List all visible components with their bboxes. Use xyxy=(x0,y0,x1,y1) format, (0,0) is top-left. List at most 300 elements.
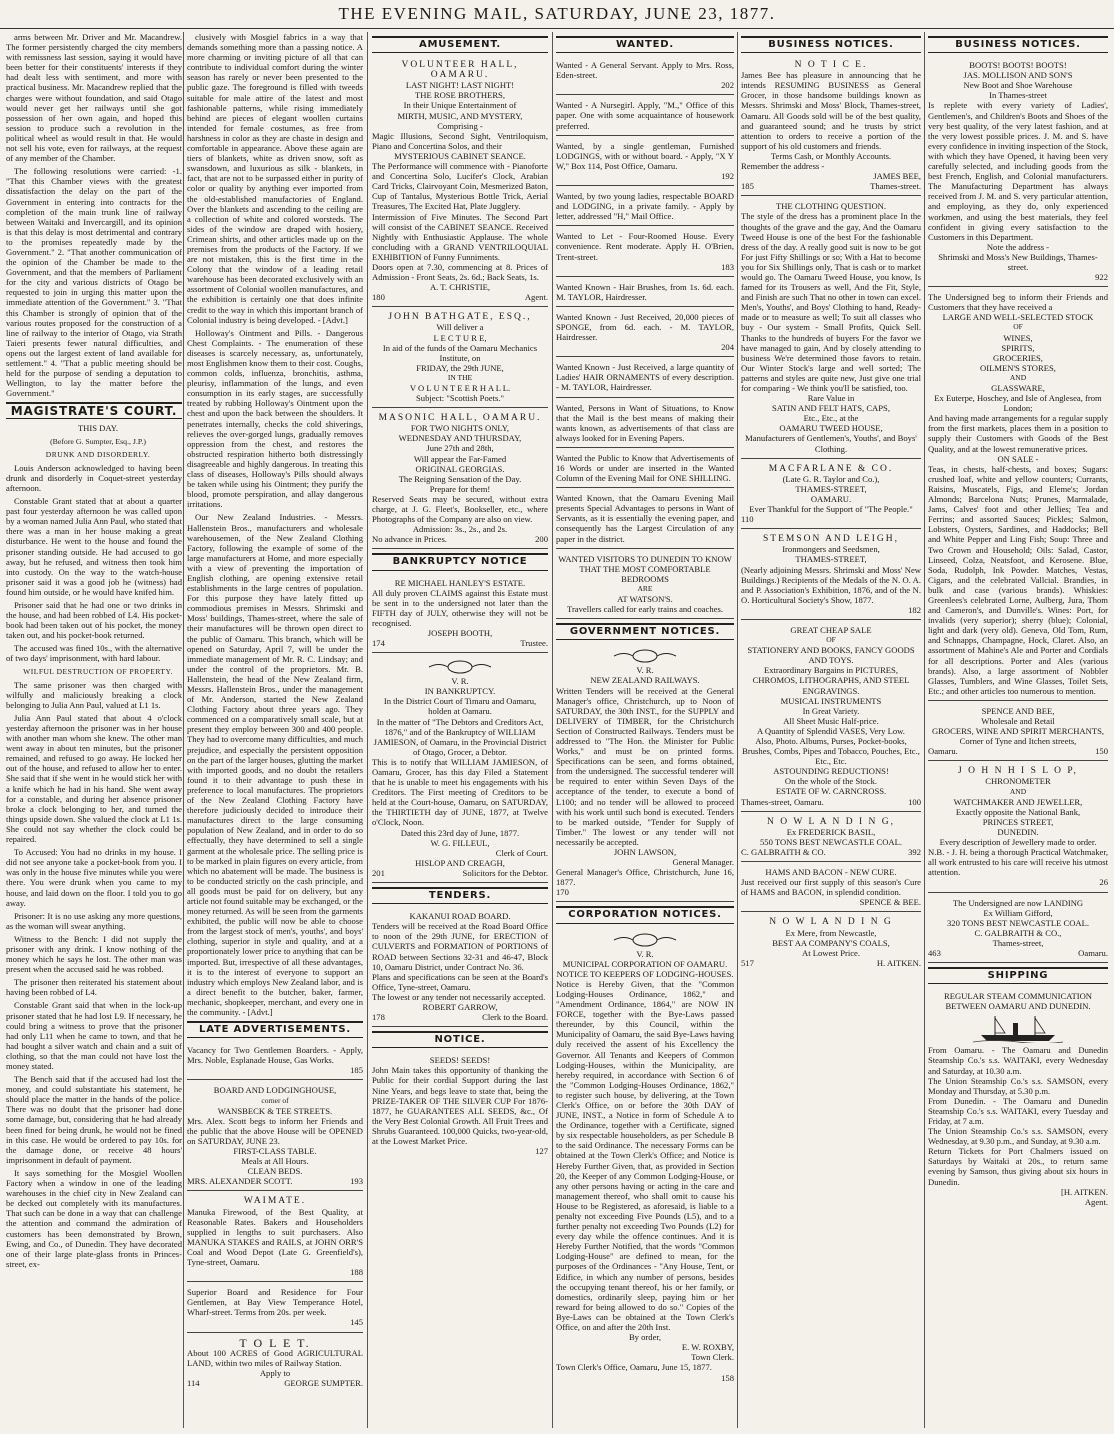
ad-line: OAMARU. xyxy=(810,493,852,504)
ad-title: J O H N H I S L O P, xyxy=(958,766,1078,777)
ad-line: The Reigning Sensation of the Day. xyxy=(398,473,522,484)
ad-number: 127 xyxy=(535,1146,548,1157)
ad-signature: MRS. ALEXANDER SCOTT. xyxy=(187,1176,293,1187)
ad-text: Superior Board and Residence for Four Gentlemen, at Bay View Temperance Hotel, Wharf-street. Terms from 20s. per week. xyxy=(187,1287,363,1318)
ad-text: All duly proven CLAIMS against this Estate must be sent in to the undersigned not later than the FIFTH day of JULY, otherwise they will not be recognised. xyxy=(372,587,548,628)
ad-line: GROCERIES, xyxy=(993,352,1043,363)
ad-hams-bacon xyxy=(741,864,921,912)
ad-role: General Manager. xyxy=(672,857,734,868)
ad-line: STATIONERY AND BOOKS, FANCY GOODS AND TOYS. xyxy=(747,645,915,666)
section-header: BUSINESS NOTICES. xyxy=(928,36,1108,53)
court-subhead: DRUNK AND DISORDERLY. xyxy=(45,449,151,459)
ad-number: 517 xyxy=(741,957,754,968)
ad-line: Subject: "Scottish Poets." xyxy=(416,393,504,404)
ad-line: MIRTH, MUSIC, AND MYSTERY, xyxy=(397,110,523,121)
ad-line: No advance in Prices. xyxy=(372,534,447,545)
ad-line: On the whole of the Stock. xyxy=(784,776,878,787)
section-header: LATE ADVERTISEMENTS. xyxy=(187,1021,363,1038)
ad-line: Corner of Tyne and Itchen streets, xyxy=(959,736,1077,747)
ad-text: Intermission of Five Minutes. The Second Part will consist of the CABINET SEANCE. Received Nightly with Enthusiastic Applause. The whole concluding with a GRAND VENTRILOQUIAL EXHIBITION of Funny Funniments. xyxy=(372,211,548,262)
ad-text: This is to notify that WILLIAM JAMIESON, of Oamaru, Grocer, has this day Filed a Statement that he is unable to meet his engagements with his Creditors. The First meeting of Creditors to be held at the Court-house, Oamaru, on SATURDAY, the THIRTIETH day of JUNE, 1877, at Twelve o'Clock, Noon. xyxy=(372,756,548,828)
column-rule xyxy=(737,32,738,1428)
ad-number: 201 xyxy=(372,867,385,878)
ad-line: L E C T U R E, xyxy=(433,332,487,343)
column-1 xyxy=(6,32,182,1428)
ad-text: Wanted, by a single gentleman, Furnished LODGINGS, with or without board. - Apply, "X Y W," Box 114, Post Office, Oamaru. xyxy=(556,140,734,171)
ad-line: CLEAN BEDS. xyxy=(247,1166,303,1177)
ad-line: LARGE AND WELL-SELECTED STOCK xyxy=(942,312,1094,323)
ad-visitors-dunedin xyxy=(556,551,734,620)
section-header: BANKRUPTCY NOTICE xyxy=(372,553,548,570)
court-day: THIS DAY. xyxy=(77,423,119,434)
ad-title: BOARD AND LODGINGHOUSE, xyxy=(213,1085,337,1096)
ad-line: New Boot and Shoe Warehouse xyxy=(963,80,1073,91)
court-paragraph: Constable Grant said that when in the lock-up prisoner stated that he had lost L9. If necessary, he could bring a witness to prove that the prisoner had only L11 when he came to town, and that he had bought a silver watch and chain and a suit of clothing, so that the man could not have lost the money stated. xyxy=(6,1000,182,1071)
ad-text: From Oamaru. - The Oamaru and Dunedin Steamship Co.'s s.s. WAITAKI, every Wednesday and Saturday, at 10.30 a.m. xyxy=(928,1045,1108,1076)
ad-volunteer-hall xyxy=(372,57,548,307)
wanted-ad xyxy=(556,450,734,488)
ad-line: Travellers called for early trains and coaches. xyxy=(567,604,723,615)
ad-role: Clerk to the Board. xyxy=(482,1012,548,1023)
ad-text: And having made arrangements for a regular supply from the first markets, places them in a position to supply their Customers with Goods of the Best Quality, and at the lowest remunerative prices. xyxy=(928,413,1108,454)
ad-line: CHRONOMETER xyxy=(985,776,1051,787)
article-paragraph: arms between Mr. Driver and Mr. Macandrew. The former persistently charged the city members with remissness last session, saying it would have been better for their constituents' interests if they had dealt less with sentiment, and more with practical business. Mr. Macandrew replied that the charges were without foundation, and said Otago would never get her railways until she got possession of her own again, and hoped this session to produce such a revolution in the political wheel as would result in that. He would not sell his vote, even for railways, at the request of any member of the Chamber. xyxy=(6,32,182,164)
ad-text: Doors open at 7.30, commencing at 8. Prices of Admission - Front Seats, 2s. 6d.; Back Seats, 1s. xyxy=(372,261,548,283)
ad-number: 150 xyxy=(1095,746,1108,757)
ad-line: Thames-street. xyxy=(870,181,921,192)
column-rule xyxy=(183,32,184,1428)
ad-text: Tenders will be received at the Road Board Office to noon of the 29th JUNE, for ERECTION of CULVERTS and FORMATION of PORTIONS of ROAD between Sections 32-31 and 46-47, Block 10, Oamaru District, under Contract No. 36. xyxy=(372,921,548,972)
ad-line: Shrimski and Moss's New Buildings, Thames-street. xyxy=(938,251,1098,272)
ad-line: THE ROSE BROTHERS, xyxy=(414,90,505,101)
ad-title: MACFARLANE & CO. xyxy=(768,463,894,474)
ad-line: In the District Court of Timaru and Oamaru, holden at Oamaru. xyxy=(383,696,537,717)
ad-james-bee xyxy=(741,57,921,196)
column-2 xyxy=(187,32,363,1428)
ad-signature: C. GALBRAITH & CO. xyxy=(741,846,826,857)
ad-number: 182 xyxy=(908,604,921,615)
ad-text: Reserved Seats may be secured, without extra charge, at J. G. Fleet's, Bookseller, etc., where Photographs of the Company are also on view. xyxy=(372,493,548,525)
ad-text: From Dunedin. - The Oamaru and Dunedin Steamship Co.'s s.s. WAITAKI, every Tuesday and Friday, at 7 a.m. xyxy=(928,1095,1108,1126)
ad-line: GLASSWARE, xyxy=(991,383,1045,393)
section-header: NOTICE. xyxy=(372,1031,548,1048)
royal-arms-icon xyxy=(425,660,495,674)
ad-line: NOTICE TO KEEPERS OF LODGING-HOUSES. xyxy=(556,968,734,979)
ad-line: In Thames-street xyxy=(989,90,1047,101)
ad-line: WINES, xyxy=(1003,332,1033,343)
ad-now-landing-aa-coal xyxy=(741,914,921,971)
ad-line: Ironmongers and Seedsmen, xyxy=(782,544,880,555)
ad-line: DUNEDIN. xyxy=(997,826,1039,837)
ad-title: WANTED VISITORS TO DUNEDIN TO KNOW xyxy=(558,553,732,564)
ad-signature: HISLOP AND CREAGH, xyxy=(415,857,505,868)
ad-text: The Undersigned beg to inform their Friends and Customers that they have received a xyxy=(928,292,1108,313)
ad-line: OF xyxy=(1013,322,1023,332)
ad-line: 320 TONS BEST NEWCASTLE COAL. xyxy=(946,917,1090,928)
court-subhead: WILFUL DESTRUCTION OF PROPERTY. xyxy=(23,666,173,676)
ad-line: V. R. xyxy=(636,665,654,676)
ad-line: MYSTERIOUS CABINET SEANCE. xyxy=(394,150,526,161)
ad-number: 185 xyxy=(350,1065,363,1076)
ad-text: Wanted, Persons in Want of Situations, to Know that the Mail is the best means of making their wants known, as advertisements of that class are always looked for in Evening Papers. xyxy=(556,402,734,443)
wanted-ad xyxy=(556,279,734,307)
ad-text: Wanted, by two young ladies, respectable BOARD and LODGING, in a private family. - Apply by letter, addressed "H," Mail Office. xyxy=(556,191,734,222)
ad-title: REGULAR STEAM COMMUNICATION BETWEEN OAMARU AND DUNEDIN. xyxy=(943,991,1092,1012)
ad-stemson-leigh xyxy=(741,531,921,620)
ad-title: JAS. MOLLISON AND SON'S xyxy=(963,70,1073,81)
ad-title: GREAT CHEAP SALE xyxy=(790,624,872,635)
ad-text: General Manager's Office, Christchurch, June 16, 1877. xyxy=(556,867,734,888)
court-paragraph: Louis Anderson acknowledged to having been drunk and disorderly in Coquet-street yesterday afternoon. xyxy=(6,462,182,493)
ad-line: Remember the address - xyxy=(741,161,825,172)
ad-text: Manuka Firewood, of the Best Quality, at Reasonable Rates. Bakers and Householders supplied in lengths to suit purchasers. Also MANUKA STAKES and RAILS, at JOHN ORR'S Coal and Wood Depot (Late G. Greenfield's), Tyne-street, Oamaru. xyxy=(187,1206,363,1267)
column-rule xyxy=(924,32,925,1428)
ad-line: Ex FREDERICK BASIL, xyxy=(786,826,876,837)
ad-number: 202 xyxy=(721,80,734,91)
ad-title: NEW ZEALAND RAILWAYS. xyxy=(590,675,700,686)
ad-signature: ROBERT GARROW, xyxy=(422,1001,498,1012)
ad-line: corner of xyxy=(261,1095,289,1105)
ad-line: Terms Cash, or Monthly Accounts. xyxy=(770,150,892,161)
ad-nz-railways xyxy=(556,644,734,902)
ad-title: N O T I C E. xyxy=(794,60,868,71)
ad-line: MUSICAL INSTRUMENTS xyxy=(780,695,882,706)
ad-text: John Main takes this opportunity of thanking the Public for their cordial Support during the last Nine Years, and begs leave to state that, being the PRIZE-TAKER OF THE SILVER CUP For 1876-1877, he GUARANTEES ALL SEEDS, &c., Of the Very Best Colonial Growth. All Fruit Trees and Shrubs Guaranteed. 100,000 Quicks, two-year-old, at the Lowest Market Price. xyxy=(372,1065,548,1146)
section-header: SHIPPING xyxy=(928,967,1108,984)
ad-seeds xyxy=(372,1052,548,1160)
ad-masonic-hall xyxy=(372,410,548,549)
court-paragraph: Prisoner: It is no use asking any more questions, as the woman will swear anything. xyxy=(6,910,182,931)
ad-line: In aid of the funds of the Oamaru Mechanics Institute, on xyxy=(382,342,538,363)
ad-line: Etc., Etc., at the xyxy=(803,413,859,424)
ad-line: ON SALE - xyxy=(997,453,1039,464)
ad-number: 188 xyxy=(350,1267,363,1278)
ad-line: The Undersigned are now LANDING xyxy=(952,897,1084,908)
wanted-ad xyxy=(556,400,734,448)
ad-signature: SPENCE & BEE. xyxy=(859,897,921,908)
section-header: CORPORATION NOTICES. xyxy=(556,906,734,923)
ad-line: FIRST-CLASS TABLE. xyxy=(233,1146,317,1157)
section-header: BUSINESS NOTICES. xyxy=(741,36,921,53)
court-paragraph: Constable Grant stated that at about a quarter past four yesterday afternoon he was called upon by a woman named Julia Ann Paul, who stated that there was a man in her house making a great disturbance. He went to the house and found the prisoner standing outside. He had accused to go away, but he refused, and witness then took him into custody. On the way to the watch-house prisoner said it was a good job he (witness) had found him outside, or he would have knifed him. xyxy=(6,496,182,597)
ad-signature: JOHN LAWSON, xyxy=(613,847,677,857)
ad-text: Written Tenders will be received at the General Manager's office, Christchurch, up to Noon of SATURDAY, the 30th INST., for the SUPPLY and DELIVERY of TIMBER, for the Christchurch Section of Constructed Railways. Tenders must be addressed to "The Hon. the Minister for Public Works," and must be on printed forms. Specifications can be seen, and forms obtained, from the undersigned. The successful tenderer will be required to enter within Seven Days of the acceptance of the tender, to execute a bond of L100; and no tender will be allowed to proceed with his work until such bond is executed. Tenders to be marked outside, "Tender for Supply of Timber." The lowest or any tender will not necessarily be accepted. xyxy=(556,685,734,847)
ad-line: Exactly opposite the National Bank, xyxy=(955,806,1081,817)
ad-text: Notice is Hereby Given, that the "Common Lodging-Houses Ordinance, 1862," and "Amendment Ordinance, 1864," are NOW IN FORCE, together with the Bye-Laws passed thereunder, by this Council, within the Municipality of Oamaru, the said Bye-Laws having duly received the assent of his Excellency the Governor. All Tenants and Keepers of Common Lodging-Houses, within the Municipality, are hereby required, in accordance with Section 6 of the "Common Lodging-Houses Ordinance, 1862," to register such house, by delivering, at the Town Clerk's Office, on or before the 30th DAY of JUNE, INST., a Notice in form of Schedule A to the Ordinance, together with a Certificate, signed by six respectable householders, as per Schedule B to the said Ordinance. The necessary Forms can be obtained at the Town Clerk's Office; and Notice is Hereby Further Given, that, as provided in Section 20, the Keeper of any Common Lodging-House, or any other persons having or acting in the care and management thereof, who shall omit to cause his House to be Registered, as aforesaid, is liable to a penalty not exceeding Five Pounds (L5), and to a further penalty not exceeding Two Pounds (L2) for every day while the offence continues. And it is Hereby Further Notified, that the words "Common Lodging-House" are defined to mean, for the purposes of the Ordinances - "Any House, Tent, or Edifice, in which any number of persons, besides the occupying tenant thereof, his or her family, or domestics, ordinarily sleep, paying him or her reward for being allowed to do so." Copies of the Bye-Laws can be obtained at the Town Clerk's Office, on and after the 20th Inst. xyxy=(556,978,734,1333)
article-paragraph: clusively with Mosgiel fabrics in a way that demands something more than a passing notice. A more charming or inviting picture of all that can contribute to individual comfort during the winter season has rarely or never been presented to the public gaze. The foreground is filled with tweeds suitable for male attire of the latest and most fashionable patterns, while rising immediately behind are pieces of elegant woollen curtains intended for female costumes, as free from harshness in color as they are chaste in design and comfortable in appearance. Above these again are tiers of blankets, white as driven snow, soft as swansdown, and luxurious as silk - blankets, in fact, that are not to be surpassed either in purity of color or quality by anything ever imported from the old-established manufactories of England. Over the blankets and ascending to the ceiling are a collection of white and colored worsteds. The sides of the window are draped with hosiery, Crimean shirts, and other articles made up on the premises from the products of the Factory. If we are not mistaken, this is the first time in the Colony that the window of a leading retail warehouse has been decorated exclusively with an assortment of Colonial woollen manufactures, and the exhibition is certainly one that does infinite credit to the way in which this important branch of Colonial industry is being developed. - [Advt.] xyxy=(187,32,363,325)
ad-title: N O W L A N D I N G xyxy=(769,917,893,928)
wanted-ad xyxy=(556,57,734,95)
ad-line: SPIRITS, xyxy=(1001,342,1035,353)
ad-line: WANSBECK & TEE STREETS. xyxy=(217,1105,333,1116)
court-paragraph: Witness to the Bench: I did not supply the prisoner with any drink. I know nothing of the money which he says he lost. The other man was present when the accused said he was robbed. xyxy=(6,933,182,975)
ad-line: Comprising - xyxy=(437,120,483,131)
court-paragraph: The prisoner then reiterated his statement about having been robbed of L4. xyxy=(6,977,182,998)
ad-title: MUNICIPAL CORPORATION OF OAMARU. xyxy=(562,958,728,969)
ad-text: Wanted Known - Just Received, a large quantity of Ladies' HAIR ORNAMENTS of every description. - M. TAYLOR, Hairdresser. xyxy=(556,362,734,393)
ad-line: GROCERS, WINE AND SPIRIT MERCHANTS, xyxy=(931,726,1105,737)
ad-to-let xyxy=(187,1335,363,1392)
ad-line: WEDNESDAY AND THURSDAY, xyxy=(398,433,522,444)
ad-line: Ex Euterpe, Hoschey, and Isle of Anglesea, from London; xyxy=(934,393,1102,414)
ad-vacancy xyxy=(187,1042,363,1080)
column-3 xyxy=(372,32,548,1428)
ad-number: 178 xyxy=(372,1012,385,1023)
ad-title: SPENCE AND BEE, xyxy=(981,705,1055,716)
wanted-ad xyxy=(556,359,734,397)
ad-role: Town Clerk. xyxy=(691,1352,734,1363)
article-paragraph: Holloway's Ointment and Pills. - Dangerous Chest Complaints. - The enumeration of these diseases is scarcely necessary, as, unfortunately, most Englishmen know them to their cost. Coughs, common colds, influenza, bronchitis, asthma, pleurisy, inflammation of the lungs, and even consumption in its early stages, are successfully treated by rubbing Holloway's Ointment upon the chest and upon the back between the shoulders. It penetrates internally, checks the cold shiverings, relieves the over-gorged lungs, gradually removes oppression from the chest, and restores the obstructed respiration hitherto both distressingly disagreeable and highly dangerous. In treating this class of diseases, Holloway's Pills should always be taken while using his Ointment; they purify the blood, promote perspiration, and allay dangerous irritations. xyxy=(187,327,363,510)
ad-line: Manufacturers of Gentlemen's, Youths', and Boys' Clothing. xyxy=(745,433,917,454)
ad-text: Wanted Known - Just Received, 20,000 pieces of SPONGE, from 6d. each. - M. TAYLOR, Hairdresser. xyxy=(556,311,734,343)
ad-line: BEST AA COMPANY'S COALS, xyxy=(772,937,890,948)
ad-line: In their Unique Entertainment of xyxy=(403,100,517,111)
ad-text: Wanted Known - Hair Brushes, from 1s. 6d. each. M. TAYLOR, Hairdresser. xyxy=(556,281,734,302)
ad-galbraith-coal xyxy=(928,895,1108,964)
ad-signature: C. GALBRAITH & CO., xyxy=(974,927,1062,938)
ad-title: JOHN BATHGATE, ESQ., xyxy=(388,312,532,323)
ad-line: 550 TONS BEST NEWCASTLE COAL. xyxy=(759,836,903,847)
ad-line: Ex Mere, from Newcastle, xyxy=(785,927,877,938)
ad-line: Wholesale and Retail xyxy=(981,716,1055,726)
ad-title: T O L E T. xyxy=(239,1335,311,1350)
ad-cheap-sale xyxy=(741,622,921,812)
ad-line: Apply to xyxy=(259,1367,291,1378)
ad-line: (Late G. R. Taylor and Co.), xyxy=(782,473,880,484)
ad-line: V. R. xyxy=(451,676,469,687)
ad-line: June 27th and 28th, xyxy=(426,443,494,454)
column-rule xyxy=(552,32,553,1428)
section-header: WANTED. xyxy=(556,36,734,53)
ad-number: 200 xyxy=(535,534,548,545)
ad-bathgate-lecture xyxy=(372,309,548,408)
ad-line: OAMARU TWEED HOUSE, xyxy=(779,423,883,434)
ad-text: Is replete with every variety of Ladies', Gentlemen's, and Children's Boots and Shoes of the very best quality, of the very latest fashion, and at the very lowest possible prices. J. M. and S. have every confidence in inviting inspection of the Stock, with which they have Opened, it having been very carefully selected, and including goods from the best French, English, and Colonial manufacturers. The Manufacturing Department has always received from J. M. and S. very particular attention, and employing, as they do, only experienced workmen, and using the best materials, they feel confident in giving every satisfaction to the Customers in this Department. xyxy=(928,100,1108,242)
ad-title: THE CLOTHING QUESTION. xyxy=(775,201,887,212)
ad-line: ARE xyxy=(637,583,653,593)
ad-line: THAMES-STREET, xyxy=(795,554,867,565)
ad-line: ESTATE OF W. CARNCROSS. xyxy=(775,786,887,797)
wanted-ad xyxy=(556,490,734,548)
wanted-ad xyxy=(556,228,734,276)
ad-in-bankruptcy xyxy=(372,655,548,883)
ad-macfarlane xyxy=(741,461,921,530)
ad-number: 922 xyxy=(1095,272,1108,283)
court-before: (Before G. Sumpter, Esq., J.P.) xyxy=(50,436,146,446)
ad-title: HAMS AND BACON - NEW CURE. xyxy=(765,867,897,878)
ad-text: The Union Steamship Co.'s s.s. SAMSON, every Monday and Thursday, at 5.30 p.m. xyxy=(928,1075,1108,1096)
ad-line: IN THE xyxy=(447,372,473,382)
ad-number: 145 xyxy=(350,1317,363,1328)
court-paragraph: To Accused: You had no drinks in my house. I did not see anyone take a pocket-book from you. I was only in the house five minutes while you were there. You were drunk when you came to my house, and laid down on the floor. I told you to go away. xyxy=(6,847,182,908)
ad-waimate xyxy=(187,1193,363,1282)
ad-text: Teas, in chests, half-chests, and boxes; Sugars: crushed loaf, white and yellow counters; Currants, Raisins, Muscatels, Figs, and Eleme's; Jordan Almonds; Barcelona Nuts; Prunes, Marmalade, Jams, Calves' foot and other Jellies; Tea and Ferrins; and assorted Sauces; Pickles; Salmon, Lobsters, Oysters, Sardines, and Haddocks; Bell and White Pepper and Ling Fish; Soup: Three and Two Crown and Household; Oils: Salad, Castor, Linseed, Colza, Neatsfoot, and Kerosene. Blue, Soda, Rudolph, Ink Powder. Matches, Vestas, Cigars, and the celebrated Vallcial. Brandies, in bulk and case (various brands). Whiskies: Greenlees's celebrated Lorne, Aulberg, Jura, Thom and Cameron's, and Dunville's. Wines: Port, for invalids (very superior); sherry (blue); Colonial, light and dark (very old). Geneva, Old Tom, Rum, and Schnapps, Champagne, Hock, Claret. Also, an assortment of Mahine's Ale and Porter and Cordials for all descriptions. Porter and Ales (various brands). Also, a large assortment of Nobbler Glasses, Tumblers, and Wine Glasses, Toilet Sets, Etc.; and other articles too numerous to mention. xyxy=(928,463,1108,696)
ad-line: Ever Thankful for the Support of "The People." xyxy=(749,504,913,515)
section-header: TENDERS. xyxy=(372,887,548,904)
ad-number: 183 xyxy=(721,261,734,272)
ad-mollison xyxy=(928,57,1108,287)
ad-number: 204 xyxy=(721,342,734,353)
court-paragraph: It says something for the Mosgiel Woollen Factory when a window in one of the leading warehouses in the chief city in New Zealand can be decked out completely with its manufactures. That such can be done in a way that can challenge the attention and command the admiration of customers has been demonstrated by Brown, Ewing, and Co., of Dunedin. They have decorated one of their large plate-glass fronts in Princes-street, ex- xyxy=(6,1167,182,1269)
ad-boardinghouse xyxy=(187,1082,363,1191)
ad-line: At Lowest Price. xyxy=(802,947,860,958)
royal-arms-icon xyxy=(610,649,680,663)
wanted-ad xyxy=(556,188,734,226)
ad-number: 174 xyxy=(372,638,385,649)
ad-wines-spirits xyxy=(928,289,1108,701)
column-6 xyxy=(928,32,1108,1428)
ad-number: 100 xyxy=(908,796,921,807)
ad-title: KAKANUI ROAD BOARD. xyxy=(409,911,511,922)
ad-text: Wanted - A General Servant. Apply to Mrs. Ross, Eden-street. xyxy=(556,60,734,81)
ad-john-hislop xyxy=(928,763,1108,892)
ad-line: OF xyxy=(826,635,836,645)
ad-line: LAST NIGHT! LAST NIGHT! xyxy=(405,80,515,91)
ad-title: SEEDS! SEEDS! xyxy=(429,1055,491,1066)
ad-line: SATIN AND FELT HATS, CAPS, xyxy=(772,403,890,414)
ad-municipal-corporation xyxy=(556,928,734,1387)
ad-line: In the matter of "The Debtors and Creditors Act, 1876," and of the Bankruptcy of WILLIAM JAMIESON, of Oamaru, in the Provincial District of Otago, Grocer, a Debtor. xyxy=(373,716,547,757)
wanted-ad xyxy=(556,138,734,186)
ad-text: Wanted Known, that the Oamaru Evening Mail presents Special Advantages to persons in Want of Servants, as it is essentially the evening paper, and consequently has the Largest Circulation of any paper in the district. xyxy=(556,493,734,544)
ad-line: BOOTS! BOOTS! BOOTS! xyxy=(969,60,1067,71)
court-paragraph: Julia Ann Paul stated that about 4 o'clock yesterday afternoon the prisoner was in her house with another man whom she knew. The other man went away in about ten minutes, but the prisoner remained, and refused to go away. He locked her out of the house, and refused to allow her to enter. She said that if she went in he would stick her with a knife which he had in his hand. She went away for a constable, and during her absence prisoner broke a clock belonging to her, and turned the things upside down. She valued the clock at L1 1s. She could not say whether the clock could be repaired. xyxy=(6,712,182,845)
ad-now-landing-coal xyxy=(741,814,921,862)
ad-text: Mrs. Alex. Scott begs to inform her Friends and the public that the above House will be OPENED on SATURDAY, JUNE 23. xyxy=(187,1115,363,1146)
ad-number: 185 xyxy=(741,181,754,192)
ad-signature: JAMES BEE, xyxy=(873,171,921,182)
ad-text: About 100 ACRES of Good AGRICULTURAL LAND, within two miles of Railway Station. xyxy=(187,1347,363,1368)
ad-signature: E. W. ROXBY, xyxy=(681,1342,734,1353)
ad-signature: W. G. FILLEUL, xyxy=(430,837,490,848)
ad-text: Wanted - A Nursegirl. Apply, "M.," Office of this paper. One with some acquaintance of housework preferred. xyxy=(556,100,734,131)
section-header: MAGISTRATE'S COURT. xyxy=(6,402,182,419)
ad-signature: [H. AITKEN. xyxy=(1060,1186,1108,1197)
ad-text: Magic Illusions, Second Sight, Ventriloquism, Piano and Concertina Solos, and their xyxy=(372,130,548,151)
ad-line: PRINCES STREET, xyxy=(982,816,1054,827)
ad-line: Oamaru. xyxy=(1078,947,1108,958)
ad-line: Thames-street, xyxy=(992,937,1044,948)
royal-arms-icon xyxy=(610,933,680,947)
ad-text: Wanted the Public to Know that Advertisements of 16 Words or under are inserted in the Wanted Column of the Evening Mail for ONE SHILLING. xyxy=(556,452,734,484)
ad-line: Admission: 3s., 2s., and 2s. xyxy=(412,524,508,535)
ad-line: THAT THE MOST COMFORTABLE BEDROOMS xyxy=(579,563,711,584)
ad-text: Wanted to Let - Four-Roomed House. Every convenience. Rent moderate. Apply H. O'Brien, Trent-street. xyxy=(556,231,734,262)
ad-number: 114 xyxy=(187,1377,200,1388)
ad-line: Meals at All Hours. xyxy=(241,1156,309,1167)
ad-text: Return Tickets for Port Chalmers issued on Saturdays by Waitaki at 20s., to return same evening by Samson, thus giving about six hours in Dunedin. xyxy=(928,1146,1108,1187)
ad-line: WATCHMAKER AND JEWELLER, xyxy=(953,796,1083,807)
ad-line: ASTOUNDING REDUCTIONS! xyxy=(773,766,889,777)
ad-spence-bee xyxy=(928,703,1108,761)
ad-line: OILMEN'S STORES, xyxy=(980,362,1056,373)
court-paragraph: The same prisoner was then charged with wilfully and maliciously breaking a clock belonging to Julia Ann Paul, valued at L1 1s. xyxy=(6,679,182,710)
article-paragraph: Our New Zealand Industries. - Messrs. Hallenstein Bros., manufacturers and wholesale warehousemen, of the New Zealand Clothing Factory, following the example of some of the large manufacturers at Home, and more especially with a view of preventing the importation of English clothing, are opening extensive retail establishments in the large centres of population. For this purpose they have lately fitted up commodious premises in Messrs. Shrimski and Moss' buildings, Thames-street, where the sale of their manufactures will be thrown open direct to the public of Oamaru. This branch, which will be opened on Saturday, April 7, will be under the immediate management of Mr. R. C. Lindsay; and under the control of the proprietors. Mr. B. Hallenstein, the head of the New Zealand firm, Messrs. Hallenstein Bros., under the management of Mr. Anderson, started the New Zealand Clothing Factory about three years ago. They commenced on a comparatively small scale, but at present they employ between 300 and 400 people. They had to overcome many difficulties, and much prejudice, and especially the persistent opposition on the part of the larger houses, glutting the market with imported goods, and no doubt the retailers found it to their advantage to push these in preference to local manufactures. The proprietors of the New Zealand Clothing Factory have therefore judiciously decided to introduce their manufactures direct to the large consuming population of New Zealand, and in order to do so effectually, they have determined to sell a single garment at the wholesale price. The selling price is to be marked in plain figures on every article, from which no abatement will be made. The business is to be conducted strictly on the cash principle, and all goods must be paid for on delivery, but any article not found suitable may be exchanged, or the money returned. As will be seen from the garments exhibited, the public will now be able to choose from the largest stock of men's, youths', and boys' clothing, superior in style and quality, and at a proportionately lower price to anything that can be imported. But, irrespective of all these advantages, it is to the interest of everyone to support an industry which employs New Zealand labor, and is a direct benefit to the butcher, baker, farmer, mechanic, shopkeeper, merchant, and every one in the community. - [Advt.] xyxy=(187,512,363,1017)
ad-role: Clerk of Court. xyxy=(495,847,548,858)
ad-title: RE MICHAEL HANLEY'S ESTATE. xyxy=(394,577,526,588)
ad-clothing-question xyxy=(741,198,921,458)
ad-text: The Union Steamship Co.'s s.s. SAMSON, every Wednesday, at 9.30 p.m., and Sunday, at 9.30 a.m. xyxy=(928,1126,1108,1147)
ad-title: VOLUNTEER HALL, OAMARU. xyxy=(401,60,519,81)
column-5 xyxy=(741,32,921,1428)
ad-line: V. R. xyxy=(636,948,654,959)
ad-number: 170 xyxy=(556,887,569,898)
ad-line: Will appear the Far-Famed xyxy=(413,453,507,464)
column-4 xyxy=(556,32,734,1428)
masthead: THE EVENING MAIL, SATURDAY, JUNE 23, 1877. xyxy=(0,0,1114,29)
ad-line: AT WATSON'S. xyxy=(617,594,673,605)
ad-title: IN BANKRUPTCY. xyxy=(424,686,496,697)
ad-line: FOR TWO NIGHTS ONLY, xyxy=(410,423,510,434)
ad-line: A Quantity of Splendid VASES, Very Low. xyxy=(757,725,905,736)
ad-role: Agent. xyxy=(524,292,548,303)
ad-number: 463 xyxy=(928,947,941,958)
ad-signature: JOSEPH BOOTH, xyxy=(427,627,493,638)
ad-title: WAIMATE. xyxy=(243,1196,307,1207)
section-header: AMUSEMENT. xyxy=(372,36,548,53)
ad-number: 26 xyxy=(1099,877,1108,888)
ad-number: 180 xyxy=(372,292,385,303)
ad-line: All Sheet Music Half-price. xyxy=(783,715,879,726)
ad-signature: H. AITKEN. xyxy=(876,957,921,968)
ad-line: Thames-street, Oamaru. xyxy=(741,796,824,807)
article-paragraph: The following resolutions were carried: -1. "That this Chamber views with the greatest dissatisfaction the delay on the part of the Government in entering into contracts for the completion of the main trunk line of railway between Waitaki and Invercargill, and its opinion is that this delay is most detrimental and contrary to the promises repeatedly made by the Government." 2. "That another communication of the opinion of the Chamber be made to the Government, and that the members of Parliament for the city and various districts of Otago be requested to join in urging this matter upon the immediate attention of the Government." 3. "That this Chamber is strongly of opinion that of the various routes proposed for the construction of a line of railway to the interior of Otago, via Strath Taieri presents fewer natural difficulties, and opens out the largest extent of land available for settlement." 4. "That a public meeting should be held for the purpose of sending a deputation to Wellington, to lay the matter before the Government." xyxy=(6,166,182,399)
ad-role: Solicitors for the Debtor. xyxy=(462,867,548,878)
ad-title: N O W L A N D I N G, xyxy=(767,816,895,827)
court-paragraph: The accused was fined 10s., with the alternative of two days' imprisonment, with hard labour. xyxy=(6,643,182,664)
ad-role: Agent. xyxy=(1084,1196,1108,1207)
ad-signature: GEORGE SUMPTER. xyxy=(284,1377,363,1388)
ad-text: Vacancy for Two Gentlemen Boarders. - Apply, Mrs. Noble, Esplanade House, Gas Works. xyxy=(187,1045,363,1066)
ad-title: STEMSON AND LEIGH, xyxy=(762,534,899,545)
ad-text: The style of the dress has a prominent place In the thoughts of the grave and the gay, And the Oamaru Tweed House is one of the best For the fashionable dress of the day. A really good suit is now to be got For just Fifty Shillings or so; With a Hat to become you for Six Shillings only, That is cash or to market would go. The Oamaru Tweed House, you know, Is famed for its Trousers as well, And the Fit, Style, and Finish are such That no other in town can excel. Men's, Youths', and Boys' Clothing to hand, Ready-made or to measure as well; To suit all classes who buy - Our system - Small Profits, Quick Sell. Thanks to the hundreds of buyers For the favor we have managed to gain, And by closely attending to business We're determined those favors to retain. Our Winter Stock's large and well sorted; The patterns and styles are quite new, Just give one trial for comparing - We think you'll be satisfied, too. xyxy=(741,211,921,393)
ad-signature: A. T. CHRISTIE, xyxy=(429,282,491,293)
steamship-icon xyxy=(973,1013,1063,1043)
ad-line: AND xyxy=(1009,786,1027,796)
ad-line: V O L U N T E E R H A L L. xyxy=(409,383,511,393)
ad-number: 392 xyxy=(908,846,921,857)
ad-line: Also, Photo. Albums, Purses, Pocket-books, Brushes, Combs, Pipes and Tobacco, Pouches, Etc., Etc., Etc. xyxy=(742,736,920,767)
ad-line: AND xyxy=(1009,372,1027,382)
ad-role: Trustee. xyxy=(520,638,548,649)
ad-number: 192 xyxy=(721,170,734,181)
ad-text: Town Clerk's Office, Oamaru, June 15, 1877. xyxy=(556,1362,712,1373)
wanted-ad xyxy=(556,97,734,135)
ad-line: Will deliver a xyxy=(436,322,484,333)
court-paragraph: The Bench said that if the accused had lost the money, and could substantiate his statement, he should place the matter in the hands of the police. There was no doubt that the prisoner had done some damage, but, considering that he had already been fined for being drunk, he would not be fined in this case. He would be ordered to pay 10s. for the damage done, or receive 48 hours' imprisonment in default of payment. xyxy=(6,1074,182,1165)
ad-text: Plans and specifications can be seen at the Board's Office, Tyne-street, Oamaru. xyxy=(372,971,548,992)
column-rule xyxy=(367,32,368,1428)
ad-text: The lowest or any tender not necessarily accepted. xyxy=(372,991,546,1002)
ad-line: Oamaru. xyxy=(928,746,958,757)
ad-steam-communication xyxy=(928,988,1108,1211)
ad-line: Every description of Jewellery made to order. xyxy=(939,837,1097,848)
ad-line: By order, xyxy=(628,1332,662,1343)
ad-line: Note the address - xyxy=(986,241,1050,252)
ad-line: Dated this 23rd day of June, 1877. xyxy=(400,827,520,838)
ad-superior-board xyxy=(187,1284,363,1332)
ad-text: (Nearly adjoining Messrs. Shrimski and Moss' New Buildings.) Recipients of the Medals of the N. O. A. and P. Association's Exhibition, 1876, and of the N. O. Horticultural Society's Show, 1877. xyxy=(741,564,921,605)
ad-line: THAMES-STREET, xyxy=(795,483,867,494)
ad-hanley-estate xyxy=(372,575,548,654)
ad-line: ORIGINAL GEORGIAS. xyxy=(415,463,505,474)
section-header: GOVERNMENT NOTICES. xyxy=(556,623,734,640)
ad-text: Just received our first supply of this season's Cure of HAMS and BACON, in splendid condition. xyxy=(741,877,921,898)
ad-line: Prepare for them! xyxy=(429,483,491,494)
ad-title: MASONIC HALL, OAMARU. xyxy=(378,413,542,424)
wanted-ad xyxy=(556,309,734,357)
ad-number: 193 xyxy=(350,1176,363,1187)
